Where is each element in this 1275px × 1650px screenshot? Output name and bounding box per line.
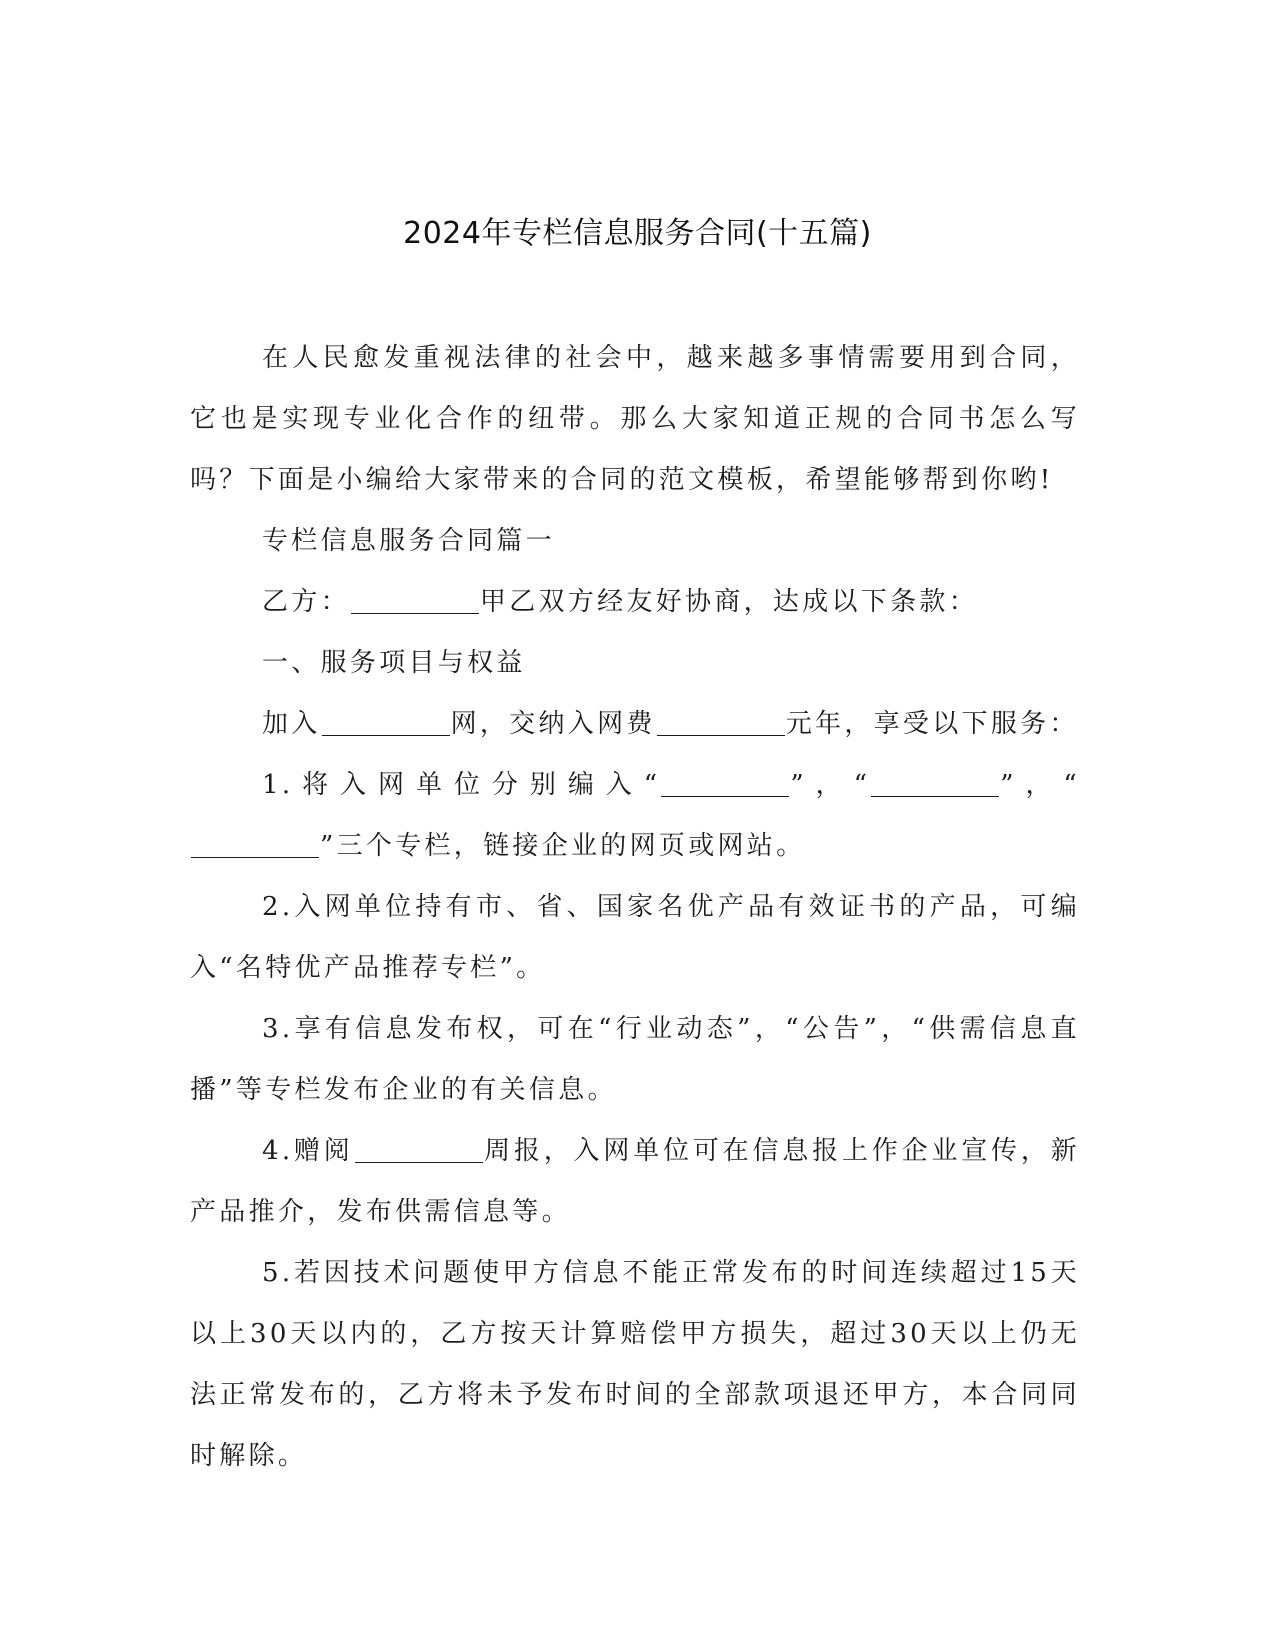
intro-paragraph: 在人民愈发重视法律的社会中，越来越多事情需要用到合同，它也是实现专业化合作的纽带。那么大家知道正规的合同书怎么写吗？下面是小编给大家带来的合同的范文模板，希望能够帮到你哟! (190, 343, 1080, 495)
clause-heading: 一、服务项目与权益 (262, 648, 526, 678)
join-text-1: 加入 (262, 709, 321, 739)
party-b-blank (351, 587, 479, 614)
item-4 (190, 1121, 1080, 1243)
item-3: 3.享有信息发布权，可在“行业动态”，“公告”，“供需信息直播”等专栏发布企业的有关信息。 (190, 1014, 1080, 1105)
weekly-name-blank (355, 1136, 483, 1163)
item-4-text-2: 周报，入网单位可在信息报上作企业宣传，新产品推介，发布供需信息等。 (190, 1136, 1080, 1227)
document-body (190, 328, 1080, 1487)
item-4-text-1: 4.赠阅 (262, 1136, 354, 1166)
fee-blank (657, 709, 785, 736)
column-blank-1 (661, 770, 789, 797)
join-text-3: 元年，享受以下服务： (785, 709, 1079, 739)
item-2: 2.入网单位持有市、省、国家名优产品有效证书的产品，可编入“名特优产品推荐专栏”。 (190, 892, 1080, 983)
join-text-2: 网，交纳入网费 (450, 709, 656, 739)
party-b-line (190, 572, 1080, 633)
item-1-text-1: 1.将入网单位分别编入“ (262, 770, 661, 800)
item-1-text-4: ”三个专栏，链接企业的网页或网站。 (320, 831, 806, 861)
document-title: 2024年专栏信息服务合同(十五篇) (403, 216, 872, 251)
party-b-text: 甲乙双方经友好协商，达成以下条款： (479, 587, 979, 617)
join-line (190, 694, 1080, 755)
party-b-label: 乙方： (262, 587, 350, 617)
item-1-text-2: ”，“ (790, 770, 871, 800)
section-heading: 专栏信息服务合同篇一 (262, 526, 556, 556)
network-name-blank (322, 709, 450, 736)
item-5: 5.若因技术问题使甲方信息不能正常发布的时间连续超过15天以上30天以内的，乙方按天计算赔偿甲方损失，超过30天以上仍无法正常发布的，乙方将未予发布时间的全部款项退还甲方，本合同同时解除。 (190, 1258, 1080, 1471)
column-blank-2 (871, 770, 999, 797)
item-1 (190, 755, 1080, 877)
column-blank-3 (191, 831, 319, 858)
item-1-text-3: ”，“ (1000, 770, 1081, 800)
